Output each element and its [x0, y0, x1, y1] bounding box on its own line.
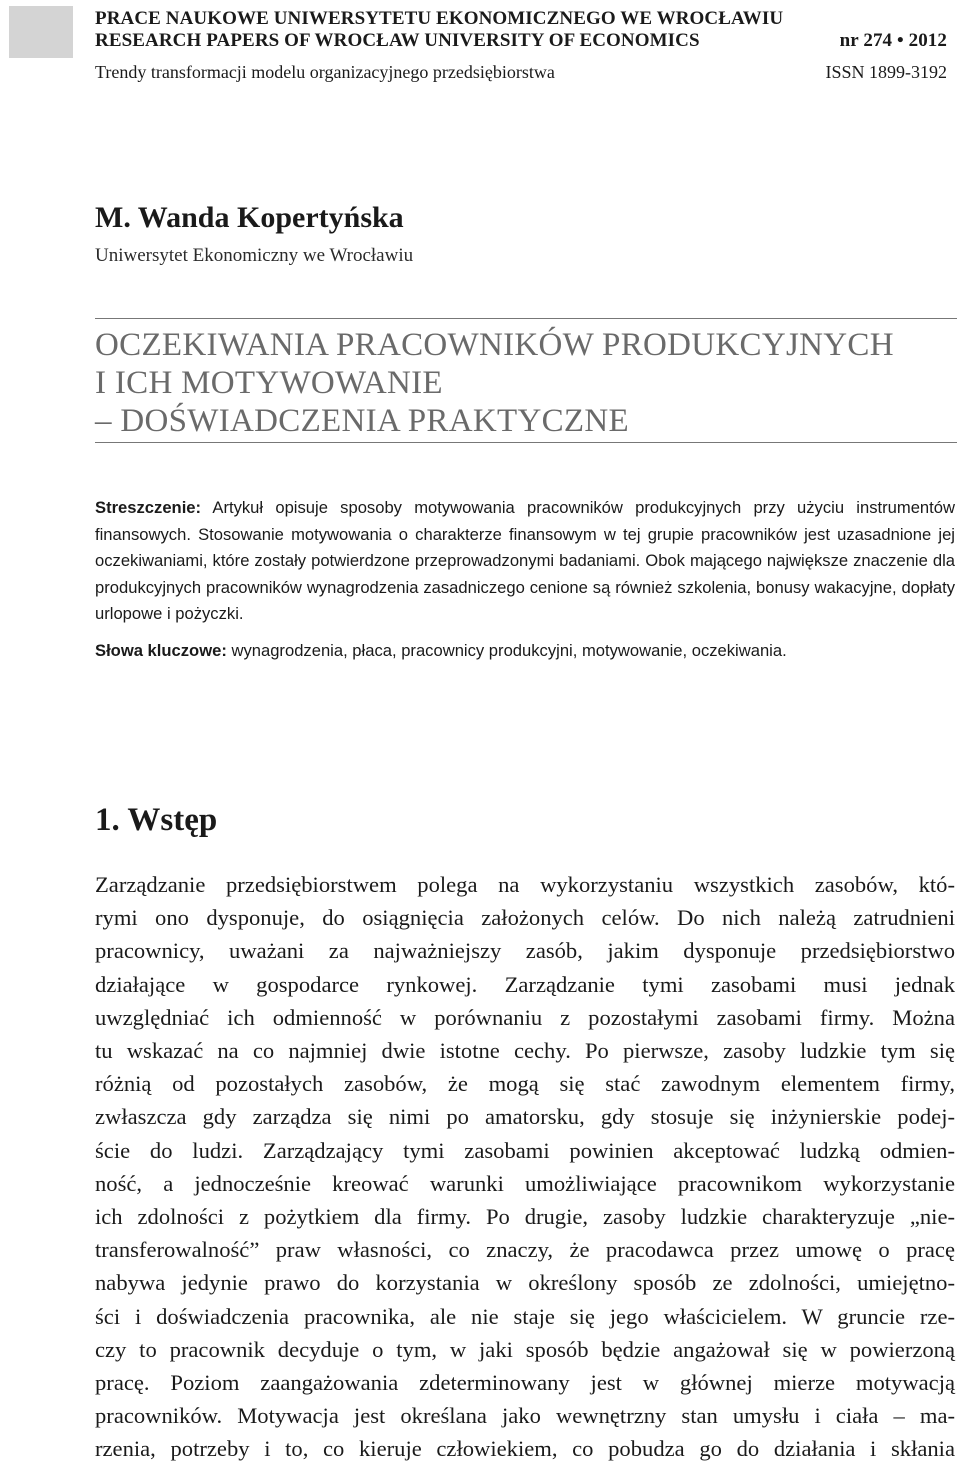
journal-name-en-row — [95, 30, 955, 52]
keywords-text: wynagrodzenia, płaca, pracownicy produkcyjni, motywowanie, oczekiwania. — [226, 640, 787, 660]
body-line: ści i doświadczenia pracownika, ale nie staje się jego właścicielem. W gruncie rze- — [95, 1303, 955, 1329]
title-line-1: OCZEKIWANIA PRACOWNIKÓW PRODUKCYJNYCH — [95, 327, 894, 363]
article-title — [95, 326, 957, 440]
body-line: ność, a jednocześnie kreować warunki umożliwiające pracownikom wykorzystanie — [95, 1170, 955, 1196]
abstract-paragraph — [95, 495, 955, 628]
body-line: działające w gospodarce rynkowej. Zarządzanie tymi zasobami musi jednak — [95, 971, 955, 997]
body-line: tu wskazać na co najmniej dwie istotne cechy. Po pierwsze, zasoby ludzkie tym się — [95, 1038, 955, 1064]
author-affiliation: Uniwersytet Ekonomiczny we Wrocławiu — [95, 245, 414, 266]
abstract-label: Streszczenie: — [95, 498, 202, 517]
body-line: pracownicy, uważani za najważniejszy zasób, jakim dysponuje przedsiębiorstwo — [95, 938, 955, 964]
body-line: różnią od pozostałych zasobów, że mogą się stać zawodnym elementem firmy, — [95, 1071, 955, 1097]
body-line: czy to pracownik decyduje o tym, w jaki sposób będzie angażował się w powierzoną — [95, 1336, 955, 1362]
title-top-rule — [95, 318, 957, 319]
abstract — [95, 495, 955, 664]
body-line: nabywa jedynie prawo do korzystania w określony sposób ze zdolności, umiejętno- — [95, 1270, 955, 1296]
body-line: transferowalność” praw własności, co znaczy, że pracodawca przez umowę o pracę — [95, 1237, 955, 1263]
abstract-text: Artykuł opisuje sposoby motywowania pracowników produkcyjnych przy użyciu instrumentów finansowych. Stosowanie motywowania o charakterze finansowym w tej grupie pracowników jest uzasadnione jej oczekiwaniami, które zostały potwierdzone przeprowadzonymi badaniami. Obok mającego największe znaczenie dla produkcyjnych pracowników wynagrodzenia zasadniczego cenione są również szkolenia, bonusy wakacyjne, dopłaty urlopowe i pożyczki. — [95, 498, 955, 623]
body-line: rymi ono dysponuje, do osiągnięcia założonych celów. Do nich należą zatrudnieni — [95, 905, 955, 931]
journal-series-row — [95, 61, 955, 83]
header-gray-block — [9, 6, 73, 58]
author-name: M. Wanda Kopertyńska — [95, 201, 404, 234]
keywords-paragraph — [95, 638, 955, 665]
body-line: ich zdolności z pożytkiem dla firmy. Po drugie, zasoby ludzkie charakteryzuje „nie- — [95, 1204, 955, 1230]
journal-name-pl: PRACE NAUKOWE UNIWERSYTETU EKONOMICZNEGO WE WROCŁAWIU — [95, 8, 784, 29]
journal-series: Trendy transformacji modelu organizacyjnego przedsiębiorstwa — [95, 62, 555, 82]
journal-issn: ISSN 1899-3192 — [825, 62, 947, 82]
section-heading: 1. Wstęp — [95, 802, 218, 838]
body-line: rzenia, potrzeby i to, co kieruje człowiekiem, co pobudza go do działania i skłania — [95, 1436, 955, 1462]
body-line: uwzględniać ich odmienność w porównaniu z pozostałymi zasobami firmy. Można — [95, 1004, 955, 1030]
title-line-3: – DOŚWIADCZENIA PRAKTYCZNE — [95, 403, 629, 439]
body-line: pracę. Poziom zaangażowania zdeterminowany jest w głównej mierze motywacją — [95, 1370, 955, 1396]
keywords-label: Słowa kluczowe: — [95, 640, 227, 660]
body-line: pracowników. Motywacja jest określana jako wewnętrzny stan umysłu i ciała – ma- — [95, 1403, 955, 1429]
body-line: ście do ludzi. Zarządzający tymi zasobami powinien akceptować ludzką odmien- — [95, 1137, 955, 1163]
title-line-2: I ICH MOTYWOWANIE — [95, 365, 443, 401]
journal-header — [95, 8, 955, 83]
title-bottom-rule — [95, 442, 957, 443]
section-body — [95, 868, 955, 1466]
body-line: zwłaszcza gdy zarządza się nimi po amatorsku, gdy stosuje się inżynierskie podej- — [95, 1104, 955, 1130]
journal-issue: nr 274 • 2012 — [839, 30, 947, 51]
journal-name-en: RESEARCH PAPERS OF WROCŁAW UNIVERSITY OF ECONOMICS — [95, 30, 700, 51]
body-line: Zarządzanie przedsiębiorstwem polega na wykorzystaniu wszystkich zasobów, któ- — [95, 872, 955, 897]
